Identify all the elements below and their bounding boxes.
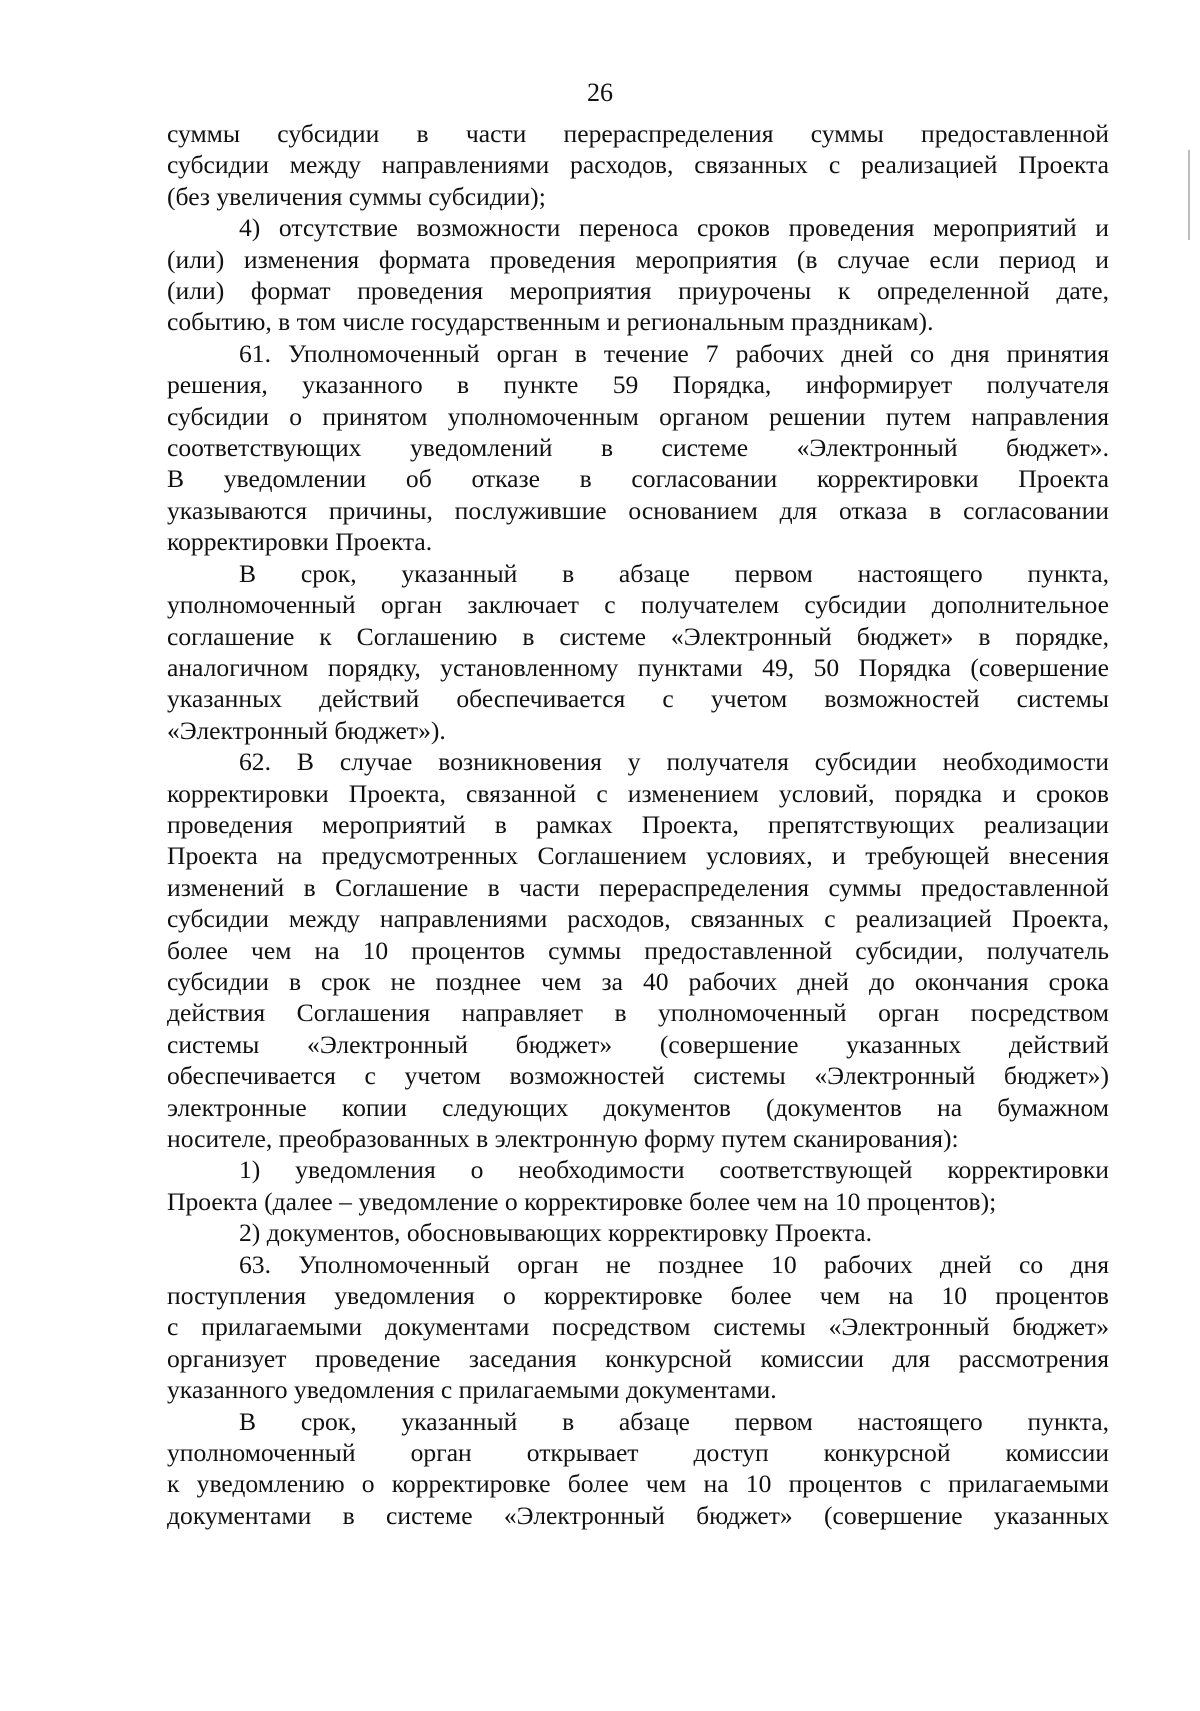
text-line: соглашение к Соглашению в системе «Электронный бюджет» в порядке, bbox=[167, 621, 1109, 651]
text-line: событию, в том числе государственным и региональным праздникам). bbox=[167, 307, 934, 337]
text-line: уполномоченный орган открывает доступ конкурсной комиссии bbox=[167, 1438, 1109, 1468]
text-line: субсидии между направлениями расходов, связанных с реализацией Проекта bbox=[167, 150, 1109, 180]
page-number: 26 bbox=[587, 78, 613, 107]
text-line: к уведомлению о корректировке более чем на 10 процентов с прилагаемыми bbox=[167, 1469, 1109, 1499]
text-line: поступления уведомления о корректировке более чем на 10 процентов bbox=[167, 1281, 1109, 1311]
text-line: указанного уведомления с прилагаемыми документами. bbox=[167, 1375, 777, 1405]
text-line: субсидии в срок не позднее чем за 40 рабочих дней до окончания срока bbox=[167, 966, 1109, 996]
document-body bbox=[167, 118, 1109, 1531]
text-line: корректировки Проекта. bbox=[167, 527, 433, 557]
text-line: В уведомлении об отказе в согласовании корректировки Проекта bbox=[167, 464, 1109, 494]
text-line: суммы субсидии в части перераспределения суммы предоставленной bbox=[167, 119, 1109, 148]
text-line: 2) документов, обосновывающих корректировку Проекта. bbox=[239, 1218, 872, 1248]
text-line: изменений в Соглашение в части перераспределения суммы предоставленной bbox=[167, 872, 1109, 902]
text-line: действия Соглашения направляет в уполномоченный орган посредством bbox=[167, 998, 1109, 1028]
text-line: соответствующих уведомлений в системе «Электронный бюджет». bbox=[167, 433, 1109, 463]
text-line: В срок, указанный в абзаце первом настоящего пункта, bbox=[239, 1406, 1109, 1436]
text-line: субсидии между направлениями расходов, связанных с реализацией Проекта, bbox=[167, 904, 1109, 934]
text-line: проведения мероприятий в рамках Проекта, препятствующих реализации bbox=[167, 809, 1109, 839]
text-line: субсидии о принятом уполномоченным органом решении путем направления bbox=[167, 401, 1109, 431]
text-line: 4) отсутствие возможности переноса сроков проведения мероприятий и bbox=[239, 213, 1109, 243]
text-line: уполномоченный орган заключает с получателем субсидии дополнительное bbox=[167, 590, 1109, 620]
text-line: (или) изменения формата проведения мероприятия (в случае если период и bbox=[167, 244, 1109, 274]
text-line: документами в системе «Электронный бюджет» (совершение указанных bbox=[167, 1500, 1109, 1530]
text-line: 61. Уполномоченный орган в течение 7 рабочих дней со дня принятия bbox=[239, 338, 1109, 368]
text-line: В срок, указанный в абзаце первом настоящего пункта, bbox=[239, 558, 1109, 588]
text-line: с прилагаемыми документами посредством системы «Электронный бюджет» bbox=[167, 1312, 1109, 1342]
text-line: «Электронный бюджет»). bbox=[167, 715, 446, 745]
text-line: указанных действий обеспечивается с учетом возможностей системы bbox=[167, 684, 1109, 714]
text-line: 1) уведомления о необходимости соответствующей корректировки bbox=[239, 1155, 1109, 1185]
text-line: носителе, преобразованных в электронную форму путем сканирования): bbox=[167, 1124, 959, 1153]
text-line: обеспечивается с учетом возможностей системы «Электронный бюджет») bbox=[167, 1061, 1109, 1091]
text-line: 62. В случае возникновения у получателя субсидии необходимости bbox=[239, 747, 1109, 777]
text-line: (или) формат проведения мероприятия приурочены к определенной дате, bbox=[167, 276, 1109, 306]
text-line: 63. Уполномоченный орган не позднее 10 рабочих дней со дня bbox=[239, 1249, 1109, 1279]
text-line: системы «Электронный бюджет» (совершение указанных действий bbox=[167, 1029, 1109, 1059]
text-line: решения, указанного в пункте 59 Порядка, информирует получателя bbox=[167, 370, 1109, 400]
text-line: электронные копии следующих документов (документов на бумажном bbox=[167, 1092, 1109, 1122]
text-line: аналогичном порядку, установленному пунктами 49, 50 Порядка (совершение bbox=[167, 652, 1109, 682]
text-line: (без увеличения суммы субсидии); bbox=[167, 181, 546, 211]
text-line: организует проведение заседания конкурсной комиссии для рассмотрения bbox=[167, 1343, 1109, 1373]
scan-edge-mark bbox=[1188, 150, 1190, 240]
text-line: указываются причины, послужившие основанием для отказа в согласовании bbox=[167, 495, 1109, 525]
text-line: Проекта на предусмотренных Соглашением условиях, и требующей внесения bbox=[167, 841, 1109, 871]
text-line: более чем на 10 процентов суммы предоставленной субсидии, получатель bbox=[167, 935, 1109, 965]
text-line: корректировки Проекта, связанной с изменением условий, порядка и сроков bbox=[167, 778, 1109, 808]
text-line: Проекта (далее – уведомление о корректировке более чем на 10 процентов); bbox=[167, 1186, 997, 1216]
